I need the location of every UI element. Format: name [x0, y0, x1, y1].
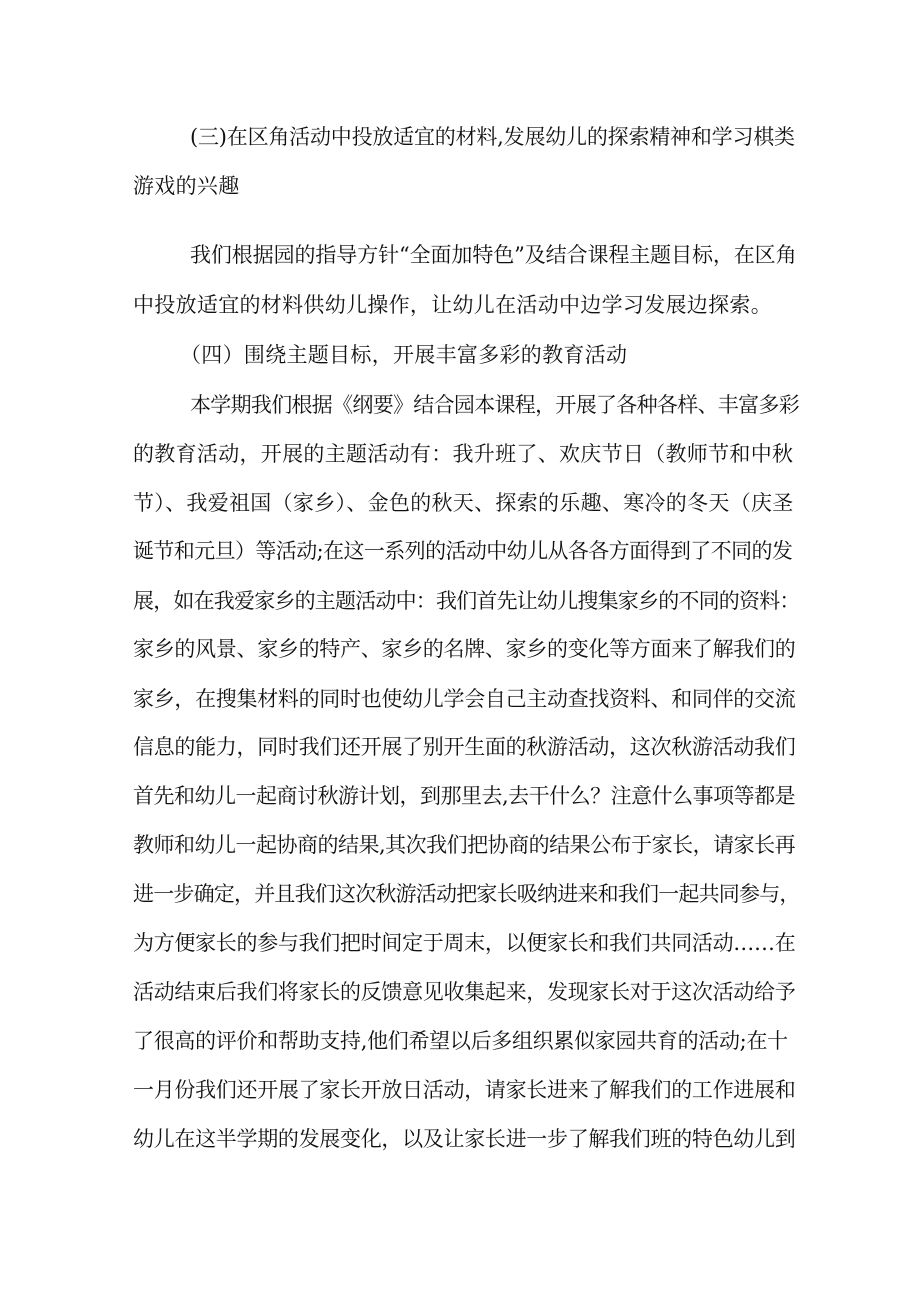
- paragraph-line: 首先和幼儿一起商讨秋游计划，到那里去,去干什么？注意什么事项等都是: [133, 784, 796, 808]
- paragraph-line: 诞节和元旦）等活动;在这一系列的活动中幼儿从各各方面得到了不同的发: [133, 539, 793, 563]
- paragraph-line: 的教育活动，开展的主题活动有：我升班了、欢庆节日（教师节和中秋: [133, 442, 794, 466]
- paragraph-line: 了很高的评价和帮助支持,他们希望以后多组织累似家园共育的活动;在十: [133, 1029, 788, 1053]
- paragraph-line: 家乡，在搜集材料的同时也使幼儿学会自己主动查找资料、和同伴的交流: [133, 687, 796, 711]
- paragraph-line: 进一步确定，并且我们这次秋游活动把家长吸纳进来和我们一起共同参与，: [133, 882, 800, 906]
- paragraph-line: 展，如在我爱家乡的主题活动中：我们首先让幼儿搜集家乡的不同的资料：: [133, 589, 800, 613]
- paragraph-line: 为方便家长的参与我们把时间定于周末，以便家长和我们共同活动……在: [133, 931, 796, 955]
- paragraph-line: 我们根据园的指导方针“全面加特色”及结合课程主题目标，在区角: [190, 243, 797, 267]
- paragraph-line: 本学期我们根据《纲要》结合园本课程，开展了各种各样、丰富多彩: [190, 393, 799, 417]
- paragraph-line: 信息的能力，同时我们还开展了别开生面的秋游活动，这次秋游活动我们: [133, 735, 796, 759]
- paragraph-line: 一月份我们还开展了家长开放日活动，请家长进来了解我们的工作进展和: [133, 1078, 796, 1102]
- paragraph-line: 家乡的风景、家乡的特产、家乡的名牌、家乡的变化等方面来了解我们的: [133, 637, 796, 661]
- paragraph-line: 幼儿在这半学期的发展变化，以及让家长进一步了解我们班的特色幼儿到: [133, 1127, 796, 1151]
- paragraph-line: 节）、我爱祖国（家乡）、金色的秋天、探索的乐趣、寒冷的冬天（庆圣: [133, 491, 794, 515]
- section-heading-3: (三)在区角活动中投放适宜的材料,发展幼儿的探索精神和学习棋类: [190, 125, 795, 149]
- paragraph-line: 游戏的兴趣: [133, 174, 240, 198]
- paragraph-line: 中投放适宜的材料供幼儿操作，让幼儿在活动中边学习发展边探索。: [133, 293, 772, 317]
- paragraph-line: 教师和幼儿一起协商的结果,其次我们把协商的结果公布于家长，请家长再: [133, 833, 796, 857]
- section-heading-4: （四）围绕主题目标，开展丰富多彩的教育活动: [180, 343, 628, 367]
- paragraph-line: 活动结束后我们将家长的反馈意见收集起来，发现家长对于这次活动给予: [133, 980, 796, 1004]
